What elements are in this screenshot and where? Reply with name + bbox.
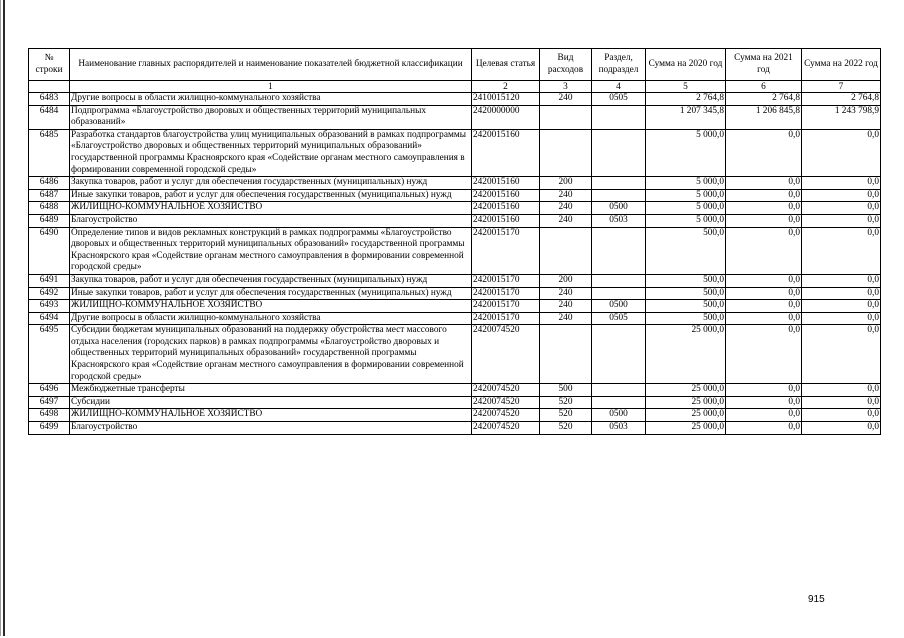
- sum-2022: 0,0: [802, 422, 881, 435]
- col-number: 2: [472, 81, 540, 93]
- sum-2021: 0,0: [726, 129, 802, 176]
- row-number: 6488: [29, 202, 70, 215]
- expense-kind: [540, 129, 592, 176]
- col-number: 7: [802, 81, 881, 93]
- row-name: Субсидии бюджетам муниципальных образований на поддержку обустройства мест массового отдыха населения (городских парков) в рамках подпрограммы «Благоустройство дворовых и общественных территорий муниципальных образований» государственной программы Красноярского края «Содействие органам местного самоуправления в формировании современной городской среды»: [70, 325, 472, 384]
- row-number: 6495: [29, 325, 70, 384]
- sum-2021: 0,0: [726, 177, 802, 190]
- sum-2020: 25 000,0: [646, 422, 726, 435]
- sum-2020: 5 000,0: [646, 189, 726, 202]
- expense-kind: 200: [540, 177, 592, 190]
- row-name: Субсидии: [70, 396, 472, 409]
- row-number: 6497: [29, 396, 70, 409]
- table-row: [29, 300, 881, 313]
- expense-kind: 240: [540, 214, 592, 227]
- sum-2020: 500,0: [646, 227, 726, 274]
- sum-2020: 5 000,0: [646, 129, 726, 176]
- col-number: 4: [592, 81, 646, 93]
- section-code: [592, 325, 646, 384]
- col-number: [29, 81, 70, 93]
- table-header: [29, 49, 881, 93]
- table-row: [29, 325, 881, 384]
- row-number: 6489: [29, 214, 70, 227]
- col-number: 1: [70, 81, 472, 93]
- target-article: 2420015160: [472, 214, 540, 227]
- row-number: 6491: [29, 274, 70, 287]
- col-number: 5: [646, 81, 726, 93]
- sum-2022: 0,0: [802, 214, 881, 227]
- page-number: 915: [808, 594, 825, 605]
- sum-2022: 0,0: [802, 312, 881, 325]
- expense-kind: 200: [540, 274, 592, 287]
- row-name: Закупка товаров, работ и услуг для обеспечения государственных (муниципальных) нужд: [70, 274, 472, 287]
- table-row: [29, 177, 881, 190]
- sum-2022: 0,0: [802, 325, 881, 384]
- sum-2020: 500,0: [646, 274, 726, 287]
- sum-2022: 0,0: [802, 129, 881, 176]
- target-article: 2420000000: [472, 105, 540, 129]
- sum-2020: 500,0: [646, 312, 726, 325]
- row-number: 6499: [29, 422, 70, 435]
- section-code: [592, 396, 646, 409]
- sum-2020: 25 000,0: [646, 396, 726, 409]
- target-article: 2420074520: [472, 396, 540, 409]
- table-row: [29, 202, 881, 215]
- row-name: Иные закупки товаров, работ и услуг для обеспечения государственных (муниципальных) нужд: [70, 189, 472, 202]
- section-code: 0503: [592, 214, 646, 227]
- target-article: 2420015160: [472, 177, 540, 190]
- section-code: 0500: [592, 409, 646, 422]
- sum-2022: 0,0: [802, 189, 881, 202]
- sum-2021: 0,0: [726, 274, 802, 287]
- sum-2021: 0,0: [726, 287, 802, 300]
- target-article: 2420074520: [472, 325, 540, 384]
- section-code: 0503: [592, 422, 646, 435]
- target-article: 2420015170: [472, 274, 540, 287]
- sum-2021: 0,0: [726, 422, 802, 435]
- scan-edge-shadow: [0, 0, 1, 636]
- table-row: [29, 287, 881, 300]
- section-code: [592, 177, 646, 190]
- expense-kind: 520: [540, 409, 592, 422]
- section-code: 0500: [592, 300, 646, 313]
- table-row: [29, 93, 881, 106]
- scan-edge-line: [3, 0, 5, 636]
- expense-kind: 240: [540, 93, 592, 106]
- target-article: 2420015170: [472, 300, 540, 313]
- table-row: [29, 312, 881, 325]
- expense-kind: 520: [540, 422, 592, 435]
- target-article: 2420074520: [472, 409, 540, 422]
- header-section: Раздел, подраздел: [592, 49, 646, 81]
- header-target: Целевая статья: [472, 49, 540, 81]
- sum-2020: 5 000,0: [646, 177, 726, 190]
- row-name: Благоустройство: [70, 422, 472, 435]
- row-name: ЖИЛИЩНО-КОММУНАЛЬНОЕ ХОЗЯЙСТВО: [70, 409, 472, 422]
- sum-2021: 0,0: [726, 409, 802, 422]
- section-code: [592, 227, 646, 274]
- sum-2020: 500,0: [646, 287, 726, 300]
- sum-2022: 0,0: [802, 384, 881, 397]
- row-name: Другие вопросы в области жилищно-коммунального хозяйства: [70, 312, 472, 325]
- sum-2020: 5 000,0: [646, 202, 726, 215]
- target-article: 2420015170: [472, 312, 540, 325]
- row-number: 6485: [29, 129, 70, 176]
- target-article: 2420015170: [472, 287, 540, 300]
- sum-2020: 1 207 345,8: [646, 105, 726, 129]
- expense-kind: 500: [540, 384, 592, 397]
- sum-2021: 0,0: [726, 300, 802, 313]
- header-sum-2020: Сумма на 2020 год: [646, 49, 726, 81]
- target-article: 2420015160: [472, 189, 540, 202]
- sum-2020: 500,0: [646, 300, 726, 313]
- table-row: [29, 409, 881, 422]
- row-name: Закупка товаров, работ и услуг для обеспечения государственных (муниципальных) нужд: [70, 177, 472, 190]
- row-number: 6490: [29, 227, 70, 274]
- sum-2021: 0,0: [726, 312, 802, 325]
- section-code: [592, 287, 646, 300]
- header-name: Наименование главных распорядителей и наименование показателей бюджетной классификации: [70, 49, 472, 81]
- header-sum-2022: Сумма на 2022 год: [802, 49, 881, 81]
- sum-2022: 0,0: [802, 409, 881, 422]
- table-row: [29, 129, 881, 176]
- expense-kind: 240: [540, 202, 592, 215]
- sum-2022: 0,0: [802, 287, 881, 300]
- row-number: 6484: [29, 105, 70, 129]
- row-name: Иные закупки товаров, работ и услуг для обеспечения государственных (муниципальных) нужд: [70, 287, 472, 300]
- sum-2021: 0,0: [726, 214, 802, 227]
- row-number: 6483: [29, 93, 70, 106]
- row-name: Межбюджетные трансферты: [70, 384, 472, 397]
- expense-kind: [540, 227, 592, 274]
- budget-table: [28, 48, 881, 435]
- sum-2021: 0,0: [726, 202, 802, 215]
- table-row: [29, 384, 881, 397]
- sum-2021: 2 764,8: [726, 93, 802, 106]
- section-code: [592, 105, 646, 129]
- sum-2020: 25 000,0: [646, 325, 726, 384]
- sum-2021: 0,0: [726, 227, 802, 274]
- section-code: 0505: [592, 93, 646, 106]
- expense-kind: 520: [540, 396, 592, 409]
- sum-2021: 0,0: [726, 384, 802, 397]
- expense-kind: 240: [540, 312, 592, 325]
- target-article: 2420015170: [472, 227, 540, 274]
- row-name: Другие вопросы в области жилищно-коммунального хозяйства: [70, 93, 472, 106]
- table-row: [29, 214, 881, 227]
- row-number: 6493: [29, 300, 70, 313]
- header-row-no: № строки: [29, 49, 70, 81]
- row-name: Определение типов и видов рекламных конструкций в рамках подпрограммы «Благоустройство дворовых и общественных территорий муниципальных образований» государственной программы Красноярского края «Содействие органам местного самоуправления в формировании современной городской среды»: [70, 227, 472, 274]
- expense-kind: 240: [540, 300, 592, 313]
- sum-2022: 2 764,8: [802, 93, 881, 106]
- sum-2022: 0,0: [802, 300, 881, 313]
- table-row: [29, 189, 881, 202]
- header-sum-2021: Сумма на 2021 год: [726, 49, 802, 81]
- row-name: ЖИЛИЩНО-КОММУНАЛЬНОЕ ХОЗЯЙСТВО: [70, 300, 472, 313]
- sum-2021: 0,0: [726, 396, 802, 409]
- table-row: [29, 274, 881, 287]
- sum-2022: 0,0: [802, 227, 881, 274]
- row-name: Разработка стандартов благоустройства улиц муниципальных образований в рамках подпрограммы «Благоустройство дворовых и общественных территорий муниципальных образований» государственной программы Красноярского края «Содействие органам местного самоуправления в формировании современной городской среды»: [70, 129, 472, 176]
- sum-2020: 25 000,0: [646, 409, 726, 422]
- sum-2022: 0,0: [802, 396, 881, 409]
- table-row: [29, 105, 881, 129]
- expense-kind: 240: [540, 189, 592, 202]
- sum-2020: 2 764,8: [646, 93, 726, 106]
- target-article: 2420015160: [472, 202, 540, 215]
- row-number: 6496: [29, 384, 70, 397]
- sum-2022: 0,0: [802, 274, 881, 287]
- row-number: 6494: [29, 312, 70, 325]
- sum-2022: 0,0: [802, 202, 881, 215]
- table-row: [29, 422, 881, 435]
- row-name: ЖИЛИЩНО-КОММУНАЛЬНОЕ ХОЗЯЙСТВО: [70, 202, 472, 215]
- row-number: 6498: [29, 409, 70, 422]
- section-code: 0500: [592, 202, 646, 215]
- expense-kind: 240: [540, 287, 592, 300]
- target-article: 2420074520: [472, 384, 540, 397]
- section-code: [592, 189, 646, 202]
- table-row: [29, 227, 881, 274]
- target-article: 2420074520: [472, 422, 540, 435]
- col-number: 3: [540, 81, 592, 93]
- expense-kind: [540, 105, 592, 129]
- header-kind: Вид расходов: [540, 49, 592, 81]
- expense-kind: [540, 325, 592, 384]
- target-article: 2410015120: [472, 93, 540, 106]
- section-code: [592, 384, 646, 397]
- section-code: [592, 274, 646, 287]
- sum-2020: 25 000,0: [646, 384, 726, 397]
- row-number: 6486: [29, 177, 70, 190]
- row-number: 6487: [29, 189, 70, 202]
- row-name: Подпрограмма «Благоустройство дворовых и общественных территорий муниципальных образований»: [70, 105, 472, 129]
- sum-2021: 1 206 845,8: [726, 105, 802, 129]
- row-number: 6492: [29, 287, 70, 300]
- sum-2021: 0,0: [726, 189, 802, 202]
- table-row: [29, 396, 881, 409]
- column-number-row: [29, 81, 881, 93]
- row-name: Благоустройство: [70, 214, 472, 227]
- table-body: [29, 93, 881, 435]
- sum-2022: 0,0: [802, 177, 881, 190]
- section-code: 0505: [592, 312, 646, 325]
- sum-2020: 5 000,0: [646, 214, 726, 227]
- target-article: 2420015160: [472, 129, 540, 176]
- sum-2021: 0,0: [726, 325, 802, 384]
- col-number: 6: [726, 81, 802, 93]
- sum-2022: 1 243 798,9: [802, 105, 881, 129]
- section-code: [592, 129, 646, 176]
